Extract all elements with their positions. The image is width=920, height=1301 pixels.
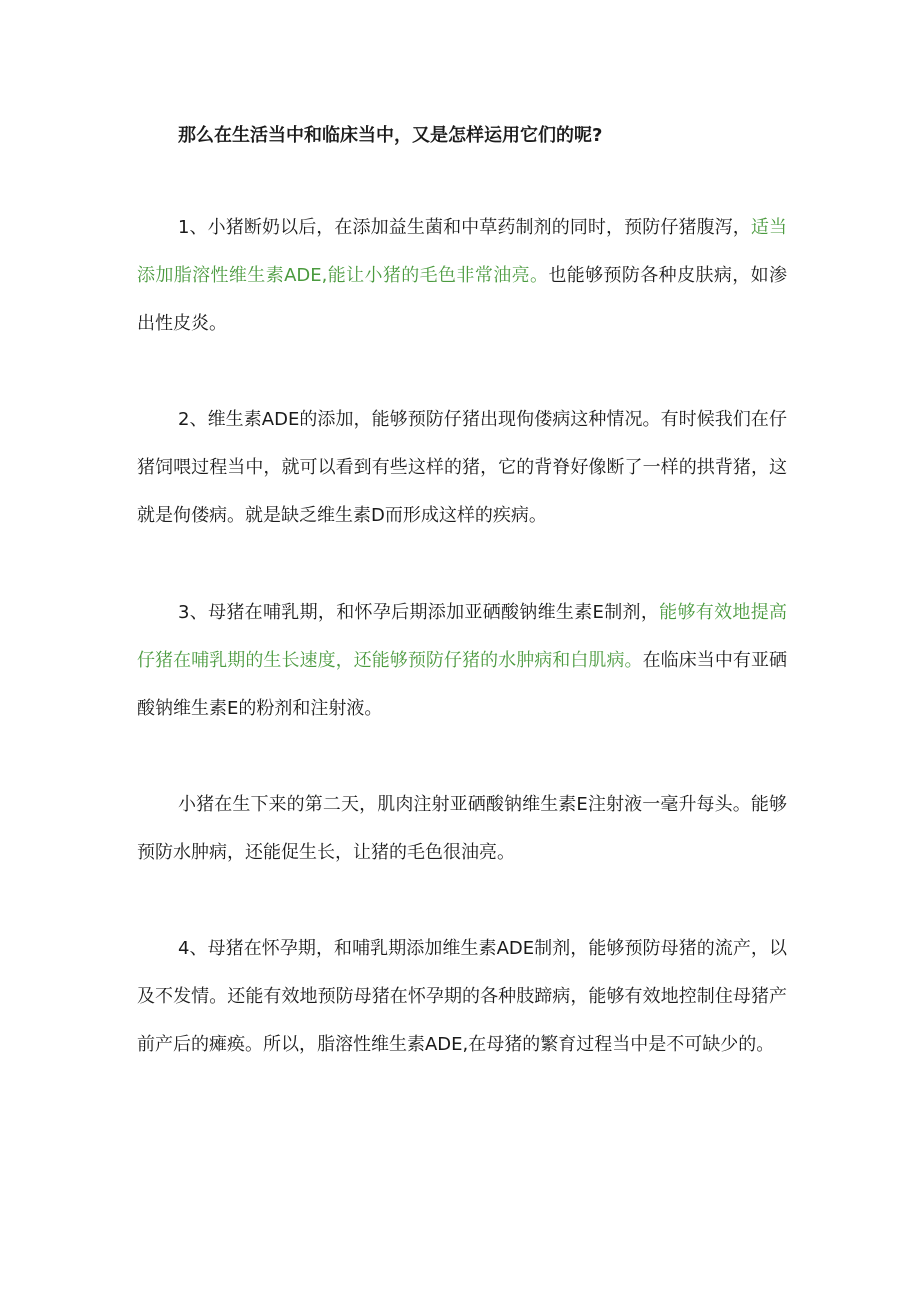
paragraph-3-text-end: 在临床当中有亚硒酸钠维生素E的粉剂和注射液。 <box>137 650 788 719</box>
paragraph-5 <box>137 925 787 1069</box>
paragraph-5-text: 4、母猪在怀孕期，和哺乳期添加维生素ADE制剂，能够预防母猪的流产，以及不发情。还能有效地预防母猪在怀孕期的各种肢蹄病，能够有效地控制住母猪产前产后的瘫痪。所以，脂溶性维生素ADE,在母猪的繁育过程当中是不可缺少的。 <box>137 938 787 1055</box>
paragraph-2 <box>137 396 787 540</box>
paragraph-1-text-end: 也能够预防各种皮肤病，如渗出性皮炎。 <box>137 265 787 334</box>
paragraph-1 <box>137 204 787 348</box>
paragraph-4-text: 小猪在生下来的第二天，肌肉注射亚硒酸钠维生素E注射液一毫升每头。能够预防水肿病，还能促生长，让猪的毛色很油亮。 <box>137 794 787 863</box>
paragraph-3 <box>137 589 787 733</box>
paragraph-2-text: 2、维生素ADE的添加，能够预防仔猪出现佝偻病这种情况。有时候我们在仔猪饲喂过程当中，就可以看到有些这样的猪，它的背脊好像断了一样的拱背猪，这就是佝偻病。就是缺乏维生素D而形成这样的疾病。 <box>137 409 787 526</box>
paragraph-3-text-start: 3、母猪在哺乳期，和怀孕后期添加亚硒酸钠维生素E制剂， <box>178 602 660 623</box>
paragraph-3-highlight: 能够有效地提高仔猪在哺乳期的生长速度，还能够预防仔猪的水肿病和白肌病。 <box>137 602 788 671</box>
paragraph-1-highlight: 适当添加脂溶性维生素ADE,能让小猪的毛色非常油亮。 <box>137 217 787 286</box>
paragraph-1-text-start: 1、小猪断奶以后，在添加益生菌和中草药制剂的同时，预防仔猪腹泻， <box>178 217 751 238</box>
paragraph-4 <box>137 781 787 877</box>
section-heading: 那么在生活当中和临床当中，又是怎样运用它们的呢? <box>178 125 603 146</box>
